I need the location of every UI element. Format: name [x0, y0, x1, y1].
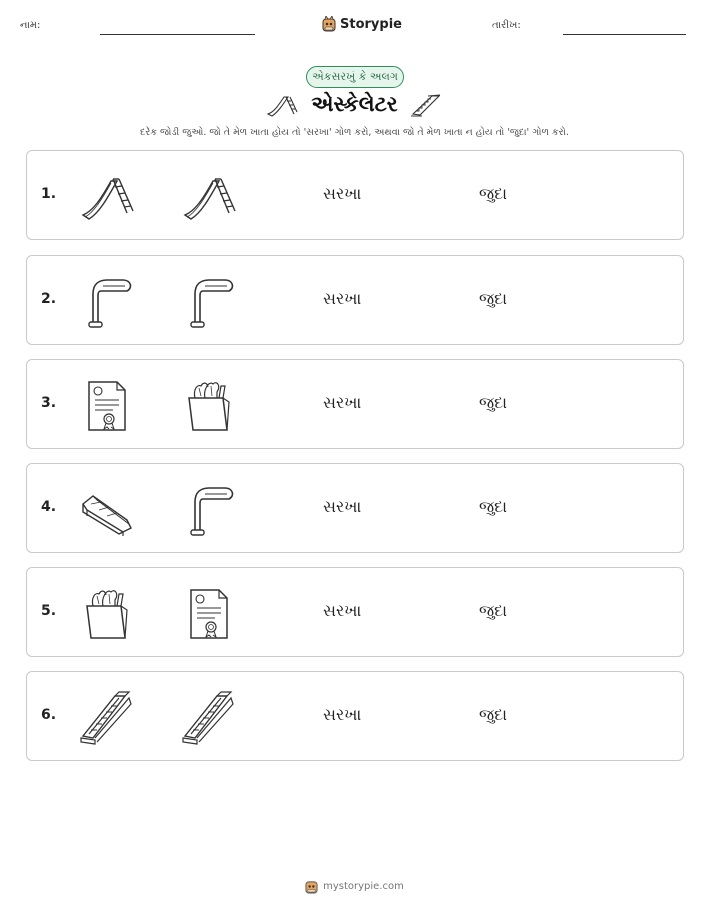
- certificate-icon: [79, 378, 135, 434]
- name-label: નામ:: [20, 20, 41, 31]
- page-header: [0, 14, 709, 40]
- different-option[interactable]: જુદા: [479, 497, 508, 516]
- question-row-6: [26, 671, 684, 761]
- question-number: 2.: [41, 291, 57, 307]
- question-row-3: [26, 359, 684, 449]
- footer-url[interactable]: mystorypie.com: [323, 881, 404, 892]
- escalator-icon: [79, 690, 135, 746]
- grocery-bag-icon: [79, 586, 135, 642]
- escalator-icon: [410, 92, 442, 118]
- escalator-icon: [181, 690, 237, 746]
- brand-name: Storypie: [340, 16, 402, 32]
- question-number: 6.: [41, 707, 57, 723]
- different-option[interactable]: જુદા: [479, 393, 508, 412]
- storypie-mascot-icon: [305, 879, 318, 894]
- slide-icon: [79, 169, 135, 225]
- certificate-icon: [181, 586, 237, 642]
- grocery-bag-icon: [181, 378, 237, 434]
- storypie-mascot-icon: [322, 16, 336, 32]
- different-option[interactable]: જુદા: [479, 184, 508, 203]
- question-number: 3.: [41, 395, 57, 411]
- title-row: [0, 90, 709, 122]
- question-number: 4.: [41, 499, 57, 515]
- question-row-5: [26, 567, 684, 657]
- different-option[interactable]: જુદા: [479, 289, 508, 308]
- activity-tag: એકસરખું કે અલગ: [306, 66, 404, 88]
- slide-icon: [181, 169, 237, 225]
- same-option[interactable]: સરખા: [323, 601, 362, 620]
- different-option[interactable]: જુદા: [479, 601, 508, 620]
- question-row-4: [26, 463, 684, 553]
- ramp-slide-icon: [79, 482, 135, 538]
- question-number: 5.: [41, 603, 57, 619]
- page-title: એસ્કેલેટર: [311, 92, 398, 116]
- question-row-1: [26, 150, 684, 240]
- same-option[interactable]: સરખા: [323, 289, 362, 308]
- same-option[interactable]: સરખા: [323, 497, 362, 516]
- different-option[interactable]: જુદા: [479, 705, 508, 724]
- handrail-icon: [181, 482, 237, 538]
- same-option[interactable]: સરખા: [323, 184, 362, 203]
- question-number: 1.: [41, 186, 57, 202]
- instructions: દરેક જોડી જુઓ. જો તે મેળ ખાતા હોય તો 'સરખા' ગોળ કરો, અથવા જો તે મેળ ખાતા ન હોય તો 'જુદા' ગોળ કરો.: [140, 127, 569, 138]
- page-footer: [0, 879, 709, 894]
- same-option[interactable]: સરખા: [323, 393, 362, 412]
- brand-logo: [322, 14, 402, 34]
- question-row-2: [26, 255, 684, 345]
- handrail-icon: [181, 274, 237, 330]
- date-label: તારીખ:: [492, 20, 521, 31]
- handrail-icon: [79, 274, 135, 330]
- date-line[interactable]: [563, 34, 686, 35]
- name-line[interactable]: [100, 34, 255, 35]
- same-option[interactable]: સરખા: [323, 705, 362, 724]
